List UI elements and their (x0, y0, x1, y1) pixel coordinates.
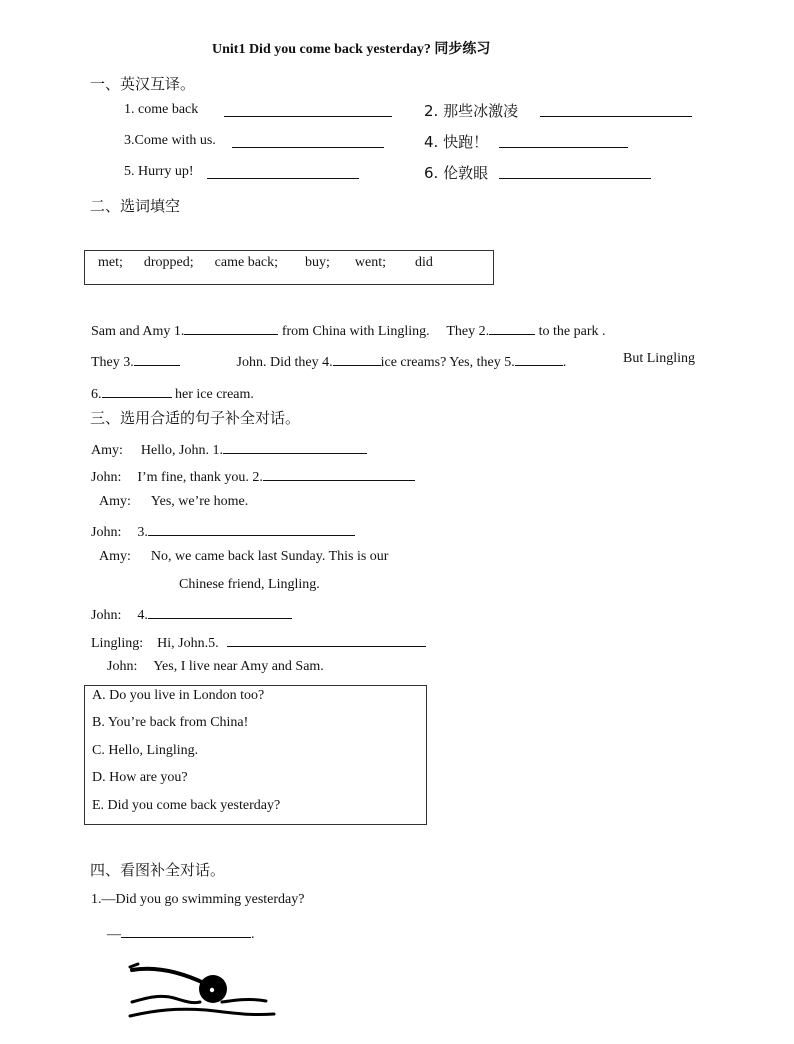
dialog-blank-1[interactable] (223, 439, 367, 454)
word-met: met; (98, 255, 123, 270)
section3-heading: 三、选用合适的句子补全对话。 (90, 409, 301, 427)
section2-heading: 二、选词填空 (90, 197, 181, 215)
section1-heading: 一、英汉互译。 (90, 75, 196, 93)
answer-blank-3[interactable] (232, 133, 384, 148)
cloze-blank-6[interactable] (102, 383, 172, 398)
section4-heading: 四、看图补全对话。 (90, 861, 226, 879)
dialog-line-5: Amy: No, we came back last Sunday. This is our (99, 549, 389, 564)
dialog-blank-4[interactable] (148, 604, 292, 619)
dialog-line-2: John: I’m fine, thank you. 2. (91, 466, 415, 486)
cloze-blank-3[interactable] (134, 351, 180, 366)
dialog-line-9: John: Yes, I live near Amy and Sam. (107, 659, 324, 674)
item-2: 2. 那些冰激凌 (424, 102, 519, 120)
dialog-blank-3[interactable] (148, 521, 355, 536)
item-6: 6. 伦敦眼 (424, 164, 489, 182)
cloze-blank-5[interactable] (515, 351, 563, 366)
swimmer-icon (126, 958, 278, 1024)
dialog-line-7: John: 4. (91, 604, 292, 624)
option-a: A. Do you live in London too? (92, 688, 265, 703)
cloze-line-1: Sam and Amy 1. from China with Lingling. They 2. to the park . (91, 320, 606, 340)
answer-blank-5[interactable] (207, 164, 359, 179)
cloze-blank-2[interactable] (489, 320, 535, 335)
word-came-back: came back; (214, 255, 279, 270)
option-d: D. How are you? (92, 770, 188, 785)
word-went: went; (354, 255, 387, 270)
cloze-line-3: 6. her ice cream. (91, 383, 254, 403)
word-did: did (415, 255, 433, 270)
answer-blank-1[interactable] (224, 102, 392, 117)
answer-blank-4[interactable] (499, 133, 628, 148)
cloze-blank-1[interactable] (184, 320, 278, 335)
answer-blank-2[interactable] (540, 102, 692, 117)
dialog-line-1: Amy: Hello, John. 1. (91, 439, 367, 459)
dialog-blank-5[interactable] (227, 632, 426, 647)
question-1: 1.—Did you go swimming yesterday? (91, 892, 305, 907)
dialog-line-4: John: 3. (91, 521, 355, 541)
option-b: B. You’re back from China! (92, 715, 249, 730)
item-1: 1. come back (124, 102, 199, 117)
word-buy: buy; (305, 255, 330, 270)
dialog-line-3: Amy: Yes, we’re home. (99, 494, 249, 509)
dialog-line-6: Chinese friend, Lingling. (179, 577, 320, 592)
word-dropped: dropped; (143, 255, 194, 270)
option-c: C. Hello, Lingling. (92, 743, 199, 758)
item-5: 5. Hurry up! (124, 164, 194, 179)
page-title: Unit1 Did you come back yesterday? 同步练习 (212, 42, 491, 57)
answer-blank-6[interactable] (499, 164, 651, 179)
dialog-blank-2[interactable] (263, 466, 415, 481)
answer-line-q1: — . (107, 923, 255, 943)
option-e: E. Did you come back yesterday? (92, 798, 281, 813)
word-bank (98, 255, 433, 271)
cloze-blank-4[interactable] (333, 351, 381, 366)
item-3: 3.Come with us. (124, 133, 216, 148)
answer-blank-q1[interactable] (121, 923, 251, 938)
item-4: 4. 快跑！ (424, 133, 489, 151)
cloze-line-2: They 3. John. Did they 4. ice creams? Yes, they 5. . But Lingling (91, 351, 695, 370)
dialog-line-8: Lingling: Hi, John.5. (91, 632, 426, 652)
